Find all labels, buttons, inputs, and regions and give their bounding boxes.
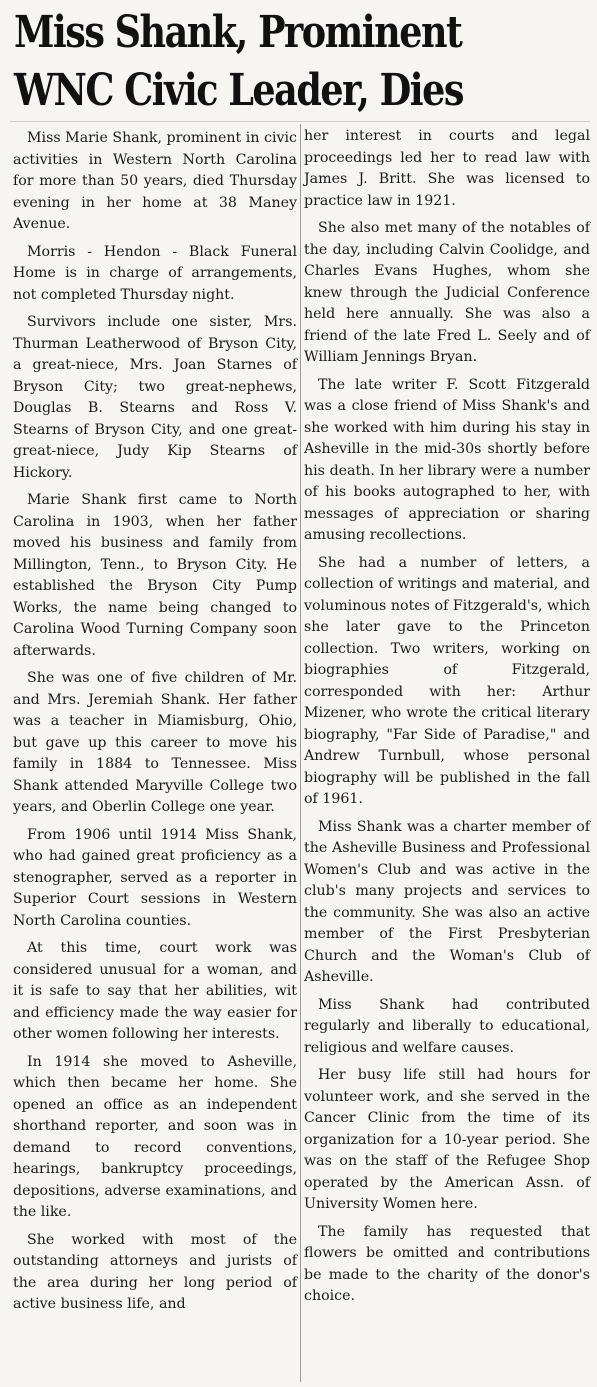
paragraph-continued: her interest in courts and legal proceedings led her to read law with James J. Britt. She was licensed to practice law in 1921.: [304, 128, 590, 209]
paragraph: She had a number of letters, a collection of writings and material, and voluminous notes of Fitzgerald's, which she later gave to the Princeton collection. Two writers, working on biographies of Fitzgerald, corresponded with her: Arthur Mizener, who wrote the critical literary biography, "Far Side of Paradise," and Andrew Turnbull, whose personal biography will be published in the fall of 1961.: [304, 554, 590, 807]
paragraph: Miss Marie Shank, prominent in civic activities in Western North Carolina for more than 50 years, died Thursday evening in her home at 38 Maney Avenue.: [13, 130, 297, 232]
paragraph: Morris - Hendon - Black Funeral Home is in charge of arrangements, not completed Thursday night.: [13, 243, 297, 303]
paragraph: She also met many of the notables of the day, including Calvin Coolidge, and Charles Evans Hughes, whom she knew through the Judicial Conference held here annually. She was also a friend of the late Fred L. Seely and of William Jennings Bryan.: [304, 220, 590, 365]
paragraph: The late writer F. Scott Fitzgerald was a close friend of Miss Shank's and she worked with him during his stay in Asheville in the mid-30s shortly before his death. In her library were a number of his books autographed to her, with messages of appreciation or sharing amusing recollections.: [304, 376, 590, 543]
headline-line-1: Miss Shank, Prominent: [14, 7, 462, 58]
left-column: [13, 128, 297, 1322]
column-divider: [300, 124, 301, 1382]
paragraph: Survivors include one sister, Mrs. Thurman Leatherwood of Bryson City, a great-niece, Mrs. Joan Starnes of Bryson City; two great-nephews, Douglas B. Stearns and Ross V. Stearns of Bryson City, and one great-great-niece, Judy Kip Stearns of Hickory.: [13, 314, 297, 481]
paragraph: Miss Shank had contributed regularly and liberally to educational, religious and welfare causes.: [304, 996, 590, 1056]
paragraph: Marie Shank first came to North Carolina in 1903, when her father moved his business and family from Millington, Tenn., to Bryson City. He established the Bryson City Pump Works, the name being changed to Carolina Wood Turning Company soon afterwards.: [13, 492, 297, 659]
paragraph: Her busy life still had hours for volunteer work, and she served in the Cancer Clinic from the time of its organization for a 10-year period. She was on the staff of the Refugee Shop operated by the American Assn. of University Women here.: [304, 1067, 590, 1212]
paragraph: In 1914 she moved to Asheville, which then became her home. She opened an office as an independent shorthand reporter, and soon was in demand to record conventions, hearings, bankruptcy proceedings, depositions, adverse examinations, and the like.: [13, 1053, 297, 1220]
paragraph: She worked with most of the outstanding attorneys and jurists of the area during her long period of active business life, and: [13, 1231, 297, 1312]
headline: [14, 4, 491, 120]
headline-divider: [10, 121, 590, 122]
paragraph: From 1906 until 1914 Miss Shank, who had gained great proficiency as a stenographer, served as a reporter in Superior Court sessions in Western North Carolina counties.: [13, 826, 297, 929]
paragraph: She was one of five children of Mr. and Mrs. Jeremiah Shank. Her father was a teacher in Miamisburg, Ohio, but gave up this career to move his family in 1884 to Tennessee. Miss Shank attended Maryville College two years, and Oberlin College one year.: [13, 670, 297, 815]
paragraph: The family has requested that flowers be omitted and contributions be made to the charity of the donor's choice.: [304, 1223, 590, 1304]
headline-line-2: WNC Civic Leader, Dies: [14, 65, 463, 116]
right-column: [304, 126, 590, 1314]
paragraph: Miss Shank was a charter member of the Asheville Business and Professional Women's Club and was active in the club's many projects and services to the community. She was also an active member of the First Presbyterian Church and the Woman's Club of Asheville.: [304, 818, 590, 985]
paragraph: At this time, court work was considered unusual for a woman, and it is safe to say that her abilities, wit and efficiency made the way easier for other women following her interests.: [13, 940, 297, 1042]
